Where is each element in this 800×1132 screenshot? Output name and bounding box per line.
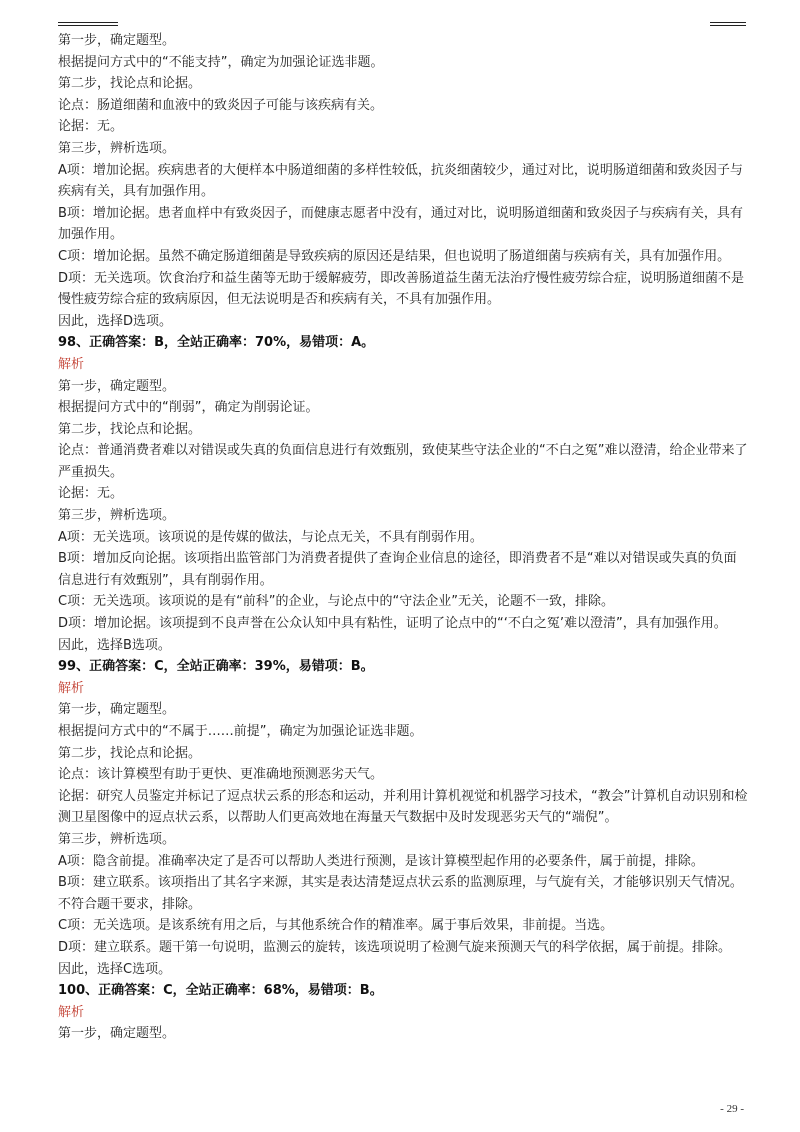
explanation-line: 根据提问方式中的“不能支持”，确定为加强论证选非题。 [58, 54, 384, 70]
explanation-line: A项：隐含前提。准确率决定了是否可以帮助人类进行预测，是该计算模型起作用的必要条件，属于前提，排除。 [58, 853, 704, 869]
explanation-line: C项：增加论据。虽然不确定肠道细菌是导致疾病的原因还是结果，但也说明了肠道细菌与疾病有关，具有加强作用。 [58, 248, 731, 264]
explanation-line: 根据提问方式中的“削弱”，确定为削弱论证。 [58, 400, 319, 416]
analysis-heading: 解析 [58, 356, 85, 372]
answer-explanations [58, 30, 748, 1045]
header-rule-right-2 [710, 25, 746, 26]
explanation-line: 因此，选择D选项。 [58, 313, 173, 329]
explanation-line: 因此，选择B选项。 [58, 637, 171, 653]
analysis-heading: 解析 [58, 1004, 85, 1020]
analysis-heading: 解析 [58, 680, 85, 696]
header-rule-right [710, 22, 746, 23]
explanation-line: 论点：该计算模型有助于更快、更准确地预测恶劣天气。 [58, 767, 384, 783]
explanation-line: D项：增加论据。该项提到不良声誉在公众认知中具有粘性，证明了论点中的“‘不白之冤’难以澄清”，具有加强作用。 [58, 616, 727, 632]
explanation-line: 根据提问方式中的“不属于……前提”，确定为加强论证选非题。 [58, 724, 423, 739]
question-answer-line: 100、正确答案：C，全站正确率：68%，易错项：B。 [58, 983, 383, 999]
explanation-line: B项：增加论据。患者血样中有致炎因子，而健康志愿者中没有，通过对比，说明肠道细菌和致炎因子与疾病有关，具有加强作用。 [58, 205, 743, 243]
question-answer-line: 98、正确答案：B，全站正确率：70%，易错项：A。 [58, 335, 375, 351]
explanation-line: 因此，选择C选项。 [58, 961, 172, 977]
explanation-line: 第二步，找论点和论据。 [58, 745, 202, 761]
explanation-line: A项：无关选项。该项说的是传媒的做法，与论点无关，不具有削弱作用。 [58, 529, 483, 545]
question-answer-line: 99、正确答案：C，全站正确率：39%，易错项：B。 [58, 659, 374, 675]
header-rule-left-2 [58, 25, 118, 26]
explanation-line: 论据：无。 [58, 486, 124, 502]
explanation-line: A项：增加论据。疾病患者的大便样本中肠道细菌的多样性较低，抗炎细菌较少，通过对比，说明肠道细菌和致炎因子与疾病有关，具有加强作用。 [58, 162, 743, 200]
explanation-line: 论点：普通消费者难以对错误或失真的负面信息进行有效甄别，致使某些守法企业的“不白之冤”难以澄清，给企业带来了严重损失。 [58, 443, 748, 480]
explanation-line: D项：建立联系。题干第一句说明，监测云的旋转，该选项说明了检测气旋来预测天气的科学依据，属于前提。排除。 [58, 939, 732, 955]
page-number: - 29 - [720, 1103, 744, 1115]
explanation-line: 论据：无。 [58, 119, 124, 135]
explanation-line: B项：增加反向论据。该项指出监管部门为消费者提供了查询企业信息的途径，即消费者不是“难以对错误或失真的负面信息进行有效甄别”，具有削弱作用。 [58, 551, 737, 588]
explanation-line: 第三步，辨析选项。 [58, 508, 176, 524]
explanation-line: C项：无关选项。是该系统有用之后，与其他系统合作的精准率。属于事后效果，非前提。当选。 [58, 918, 614, 934]
header-rule-left [58, 22, 118, 23]
explanation-line: 第一步，确定题型。 [58, 702, 176, 718]
explanation-line: C项：无关选项。该项说的是有“前科”的企业，与论点中的“守法企业”无关，论题不一致，排除。 [58, 594, 615, 610]
explanation-line: 论据：研究人员鉴定并标记了逗点状云系的形态和运动，并利用计算机视觉和机器学习技术，“教会”计算机自动识别和检测卫星图像中的逗点状云系，以帮助人们更高效地在海量天气数据中及时发现恶劣天气的“端倪”。 [58, 788, 748, 826]
explanation-line: 第二步，找论点和论据。 [58, 421, 202, 437]
explanation-line: 第三步，辨析选项。 [58, 140, 176, 156]
explanation-line: B项：建立联系。该项指出了其名字来源，其实是表达清楚逗点状云系的监测原理，与气旋有关，才能够识别天气情况。不符合题干要求，排除。 [58, 875, 743, 912]
explanation-line: 第一步，确定题型。 [58, 378, 176, 394]
explanation-line: 第二步，找论点和论据。 [58, 76, 202, 92]
explanation-line: 论点：肠道细菌和血液中的致炎因子可能与该疾病有关。 [58, 97, 384, 113]
explanation-line: 第一步，确定题型。 [58, 1026, 176, 1042]
explanation-line: 第一步，确定题型。 [58, 33, 176, 48]
explanation-line: D项：无关选项。饮食治疗和益生菌等无助于缓解疲劳，即改善肠道益生菌无法治疗慢性疲劳综合症，说明肠道细菌不是慢性疲劳综合症的致病原因，但无法说明是否和疾病有关，不具有加强作用。 [58, 270, 745, 308]
explanation-line: 第三步，辨析选项。 [58, 831, 176, 847]
